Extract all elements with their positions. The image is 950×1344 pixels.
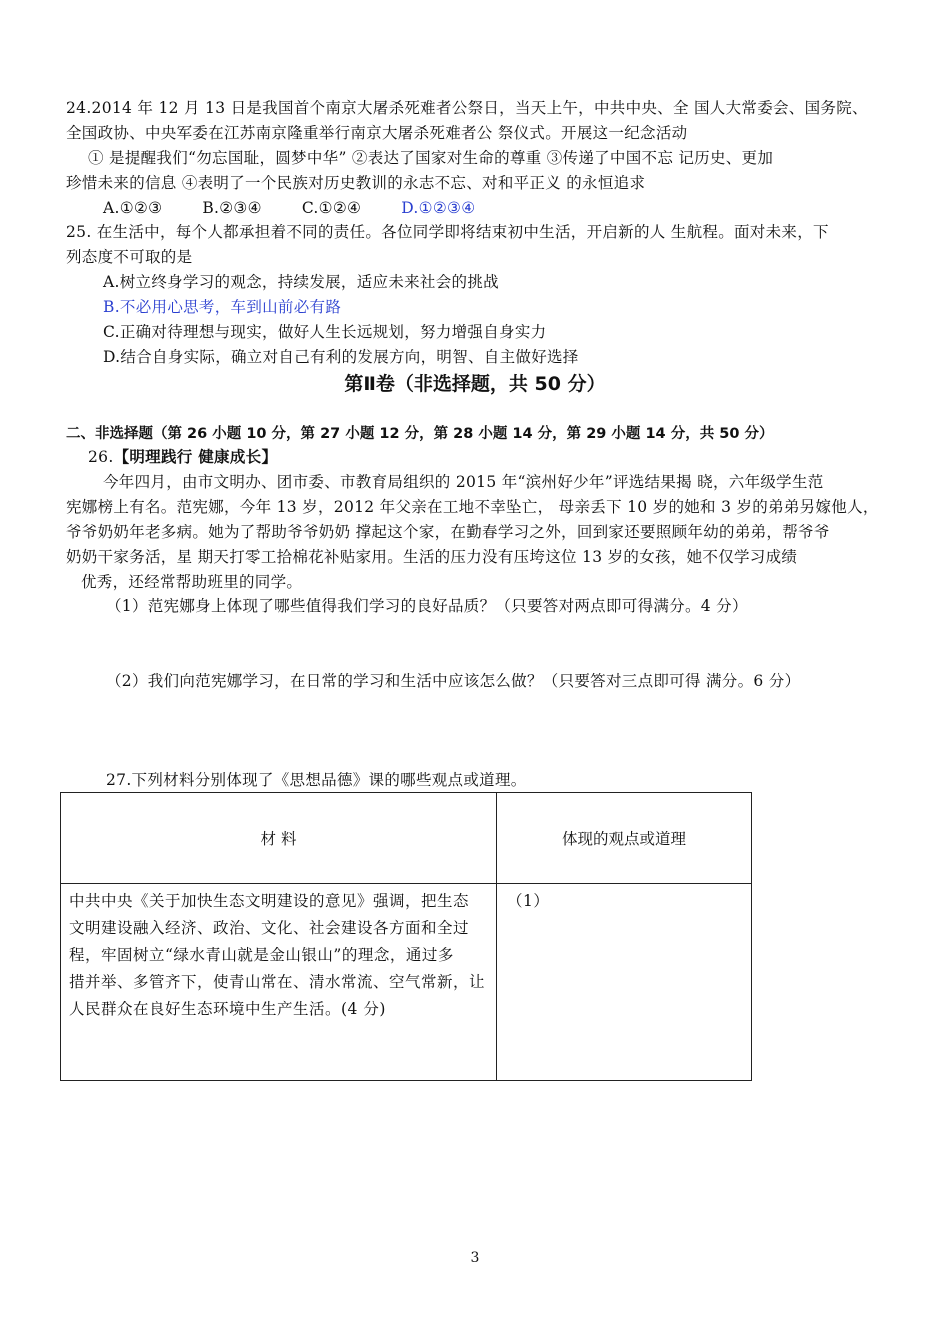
q24-line-4: 珍惜未来的信息 ④表明了一个民族对历史教训的永志不忘、对和平正义 的永恒追求 bbox=[66, 174, 646, 192]
answer-label: （1） bbox=[507, 892, 550, 910]
material-line: 措并举、多管齐下，使青山常在、清水常流、空气常新，让 bbox=[69, 973, 486, 991]
q26-para-line-2: 宪娜榜上有名。范宪娜，今年 13 岁，2012 年父亲在工地不幸坠亡， 母亲丢下 10 岁的她和 3 岁的弟弟另嫁他人， bbox=[66, 498, 879, 516]
material-text bbox=[61, 884, 496, 1023]
material-line: 人民群众在良好生态环境中生产生活。(4 分) bbox=[69, 1000, 386, 1018]
q26-para-line-3: 爷爷奶奶年老多病。她为了帮助爷爷奶奶 撑起这个家，在勤春学习之外，回到家还要照顾年幼的弟弟，帮爷爷 bbox=[66, 523, 830, 541]
material-cell bbox=[61, 884, 497, 1081]
q26-para-line-1: 今年四月，由市文明办、团市委、市教育局组织的 2015 年“滨州好少年”评选结果揭 晓，六年级学生范 bbox=[103, 473, 824, 491]
section-2-title: 第Ⅱ卷（非选择题，共 50 分） bbox=[344, 373, 606, 395]
material-line: 中共中央《关于加快生态文明建设的意见》强调，把生态 bbox=[69, 892, 470, 910]
q26-topic: 【明理践行 健康成长】 bbox=[113, 447, 278, 466]
q25-line-2: 列态度不可取的是 bbox=[66, 248, 193, 266]
header-viewpoint: 体现的观点或道理 bbox=[497, 793, 752, 884]
q27-table bbox=[60, 792, 752, 1081]
q26-sub-question-2: （2）我们向范宪娜学习，在日常的学习和生活中应该怎么做？（只要答对三点即可得 满分。6 分） bbox=[106, 672, 801, 690]
q24-option-c: C.①②④ bbox=[301, 199, 362, 217]
q26-para-line-4: 奶奶干家务活，星 期天打零工拾棉花补贴家用。生活的压力没有压垮这位 13 岁的女孩，她不仅学习成绩 bbox=[66, 548, 798, 566]
q24-options bbox=[103, 198, 515, 218]
header-material: 材 料 bbox=[61, 793, 497, 884]
q24-line-1: 24.2014 年 12 月 13 日是我国首个南京大屠杀死难者公祭日，当天上午，中共中央、全 国人大常委会、国务院、 bbox=[66, 99, 868, 117]
q24-option-d: D.①②③④ bbox=[401, 199, 476, 217]
material-line: 程，牢固树立“绿水青山就是金山银山”的理念，通过多 bbox=[69, 946, 454, 964]
q24-option-b: B.②③④ bbox=[202, 199, 262, 217]
page-number: 3 bbox=[470, 1250, 480, 1266]
q25-line-1: 25. 在生活中，每个人都承担着不同的责任。各位同学即将结束初中生活，开启新的人 生航程。面对未来，下 bbox=[66, 223, 829, 241]
table-row bbox=[61, 884, 752, 1081]
q26-sub-question-1: （1）范宪娜身上体现了哪些值得我们学习的良好品质？（只要答对两点即可得满分。4 分） bbox=[106, 597, 748, 615]
q25-option-a: A.树立终身学习的观念，持续发展，适应未来社会的挑战 bbox=[103, 273, 499, 291]
q24-line-2: 全国政协、中央军委在江苏南京隆重举行南京大屠杀死难者公 祭仪式。开展这一纪念活动 bbox=[66, 124, 688, 142]
material-line: 文明建设融入经济、政治、文化、社会建设各方面和全过 bbox=[69, 919, 470, 937]
q26-heading bbox=[88, 447, 277, 467]
q25-option-b: B.不必用心思考，车到山前必有路 bbox=[103, 298, 342, 316]
q25-option-d: D.结合自身实际，确立对自己有利的发展方向，明智、自主做好选择 bbox=[103, 348, 579, 366]
q26-label: 26. bbox=[88, 448, 114, 466]
q25-option-c: C.正确对待理想与现实，做好人生长远规划，努力增强自身实力 bbox=[103, 323, 547, 341]
q26-para-line-5: 优秀，还经常帮助班里的同学。 bbox=[81, 573, 303, 591]
q27-intro: 27.下列材料分别体现了《思想品德》课的哪些观点或道理。 bbox=[106, 771, 527, 789]
q24-option-a: A.①②③ bbox=[103, 199, 163, 217]
q24-line-3: ① 是提醒我们“勿忘国耻，圆梦中华” ②表达了国家对生命的尊重 ③传递了中国不忘 记历史、更加 bbox=[88, 149, 774, 167]
answer-cell bbox=[497, 884, 752, 1081]
section-2-heading: 二、非选择题（第 26 小题 10 分，第 27 小题 12 分，第 28 小题 14 分，第 29 小题 14 分，共 50 分） bbox=[66, 426, 774, 442]
table-header-row bbox=[61, 793, 752, 884]
